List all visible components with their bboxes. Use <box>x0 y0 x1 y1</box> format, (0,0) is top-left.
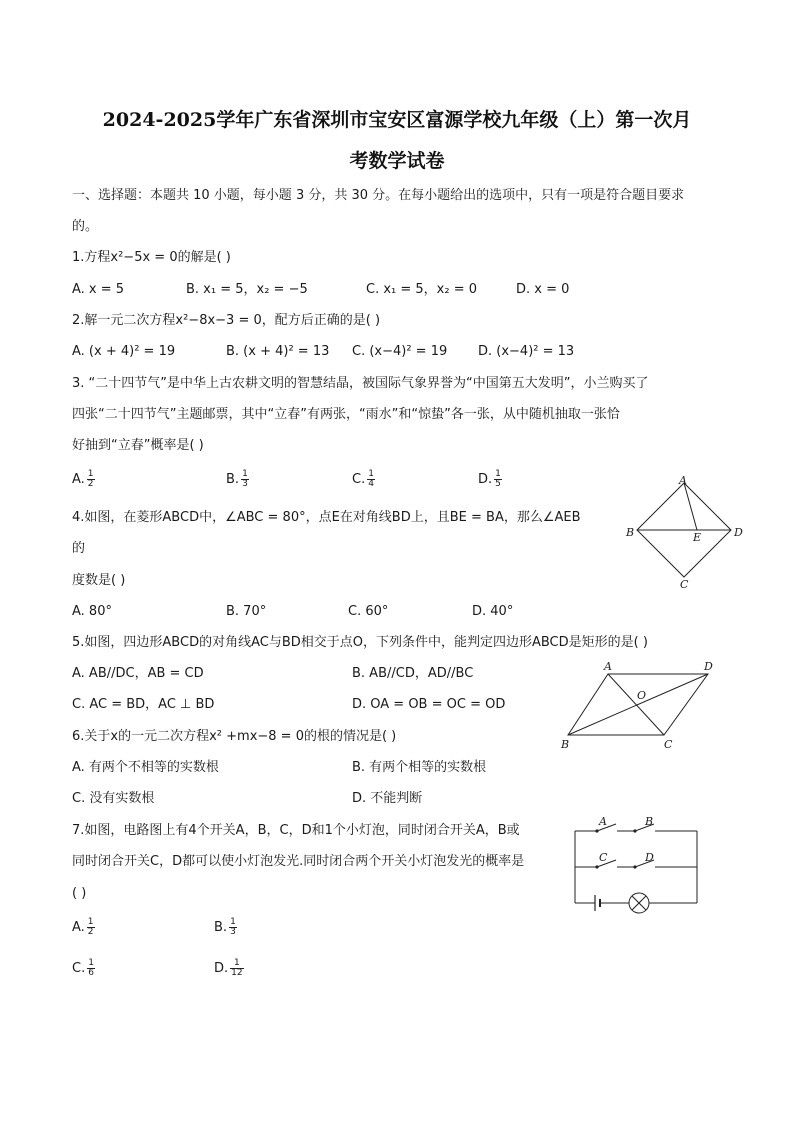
label-e: E <box>693 531 702 544</box>
option-label: C. <box>72 961 86 976</box>
question-3-stem-line2: 四张“二十四节气”主题邮票，其中“立春”有两张，“雨水”和“惊蛰”各一张，从中随机抽取一张恰 <box>72 407 620 422</box>
question-2-stem: 2.解一元二次方程x²−8x−3 = 0，配方后正确的是( ) <box>72 313 381 328</box>
question-7-option-b <box>214 918 237 937</box>
question-7-option-a <box>72 918 95 937</box>
page-title-line2: 考数学试卷 <box>349 150 445 172</box>
question-4-option-b: B. 70° <box>226 604 267 619</box>
label-d: D <box>704 660 713 673</box>
parallelogram-figure <box>558 655 728 753</box>
question-4-option-a: A. 80° <box>72 604 112 619</box>
question-7-option-d <box>214 959 244 978</box>
question-3-stem-line1: 3. “二十四节气”是中华上古农耕文明的智慧结晶，被国际气象界誉为“中国第五大发明”，小兰购买了 <box>72 376 649 391</box>
question-2-option-d: D. (x−4)² = 13 <box>478 344 575 359</box>
question-6-option-c: C. 没有实数根 <box>72 791 155 806</box>
question-5-option-a: A. AB//DC，AB = CD <box>72 666 204 681</box>
question-2-option-a: A. (x + 4)² = 19 <box>72 344 176 359</box>
question-3-option-c <box>352 470 375 489</box>
label-a: A <box>679 474 687 487</box>
question-2-option-c: C. (x−4)² = 19 <box>352 344 448 359</box>
rhombus-figure <box>618 470 748 592</box>
fraction: $\frac{1}{3}$ <box>230 917 236 937</box>
fraction: $\frac{1}{4}$ <box>368 469 374 489</box>
label-a: A <box>604 660 612 673</box>
question-5-option-b: B. AB//CD，AD//BC <box>352 666 474 681</box>
question-2-option-b: B. (x + 4)² = 13 <box>226 344 330 359</box>
question-4-stem-line1: 4.如图，在菱形ABCD中，∠ABC = 80°，点E在对角线BD上，且BE = BA，那么∠AEB <box>72 510 581 525</box>
option-label: C. <box>352 472 366 487</box>
fraction: $\frac{1}{2}$ <box>87 917 94 937</box>
question-4-stem-line3: 度数是( ) <box>72 573 126 588</box>
fraction: $\frac{1}{6}$ <box>88 958 94 978</box>
fraction: $\frac{1}{5}$ <box>495 469 501 489</box>
question-3-stem-line3: 好抽到“立春”概率是( ) <box>72 438 204 453</box>
label-d: D <box>734 526 743 539</box>
question-6-stem: 6.关于x的一元二次方程x² +mx−8 = 0的根的情况是( ) <box>72 729 397 744</box>
fraction: $\frac{1}{2}$ <box>87 469 94 489</box>
option-label: A. <box>72 472 85 487</box>
question-5-option-c: C. AC = BD，AC ⊥ BD <box>72 697 215 712</box>
label-c: C <box>680 578 689 591</box>
option-label: D. <box>214 961 229 976</box>
question-5-stem: 5.如图，四边形ABCD的对角线AC与BD相交于点O，下列条件中，能判定四边形ABCD是矩形的是( ) <box>72 635 648 650</box>
question-1-option-b: B. x₁ = 5，x₂ = −5 <box>186 282 308 297</box>
section-heading-cont: 的。 <box>72 219 99 234</box>
option-label: A. <box>72 920 85 935</box>
switch-a-label: A <box>599 815 607 828</box>
fraction: $\frac{1}{12}$ <box>231 958 243 978</box>
switch-c-label: C <box>599 851 608 864</box>
circuit-figure <box>566 812 706 918</box>
label-o: O <box>637 689 647 702</box>
question-3-option-a <box>72 470 95 489</box>
switch-d-label: D <box>645 851 654 864</box>
question-6-option-b: B. 有两个相等的实数根 <box>352 760 487 775</box>
switch-b-label: B <box>645 815 654 828</box>
question-6-option-a: A. 有两个不相等的实数根 <box>72 760 219 775</box>
question-1-option-c: C. x₁ = 5，x₂ = 0 <box>366 282 478 297</box>
option-label: B. <box>214 920 228 935</box>
question-1-option-a: A. x = 5 <box>72 282 125 297</box>
section-heading: 一、选择题：本题共 10 小题，每小题 3 分，共 30 分。在每小题给出的选项中，只有一项是符合题目要求 <box>72 188 685 203</box>
fraction: $\frac{1}{3}$ <box>242 469 248 489</box>
question-5-option-d: D. OA = OB = OC = OD <box>352 697 506 712</box>
label-c: C <box>664 738 673 751</box>
page-title-line1: 2024-2025学年广东省深圳市宝安区富源学校九年级（上）第一次月 <box>102 109 692 131</box>
label-b: B <box>626 526 635 539</box>
question-4-option-c: C. 60° <box>348 604 389 619</box>
option-label: D. <box>478 472 493 487</box>
label-b: B <box>561 738 570 751</box>
question-6-option-d: D. 不能判断 <box>352 791 423 806</box>
question-4-option-d: D. 40° <box>472 604 514 619</box>
question-7-stem-line3: ( ) <box>72 886 87 901</box>
question-1-option-d: D. x = 0 <box>516 282 570 297</box>
question-7-stem-line2: 同时闭合开关C，D都可以使小灯泡发光.同时闭合两个开关小灯泡发光的概率是 <box>72 854 525 869</box>
question-3-option-d <box>478 470 502 489</box>
question-3-option-b <box>226 470 249 489</box>
question-7-option-c <box>72 959 95 978</box>
question-4-stem-line2: 的 <box>72 541 86 556</box>
question-7-stem-line1: 7.如图，电路图上有4个开关A，B，C，D和1个小灯泡，同时闭合开关A，B或 <box>72 823 520 838</box>
option-label: B. <box>226 472 240 487</box>
question-1-stem: 1.方程x²−5x = 0的解是( ) <box>72 250 231 265</box>
